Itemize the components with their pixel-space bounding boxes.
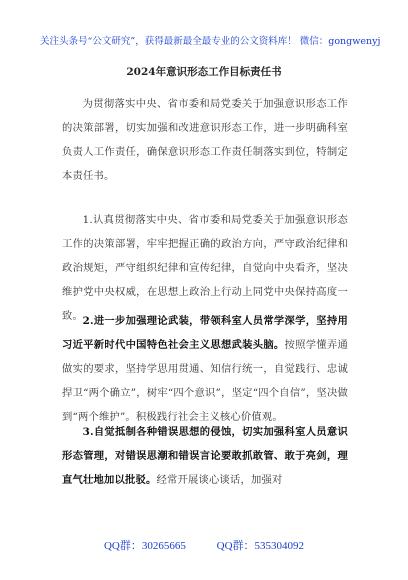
paragraph-text: 为贯彻落实中央、省市委和局党委关于加强意识形态工作的决策部署，切实加强和改进意识形态工作，进一步明确科室负责人工作责任，确保意识形态工作责任制落实到位，特制定本责任书。 [62, 98, 348, 182]
qq-group-2[interactable]: QQ群：535304092 [216, 540, 305, 552]
qq-group-1[interactable]: QQ群：30265665 [103, 540, 186, 552]
paragraph-text: 按照学懂弄通做实的要求，坚持学思用贯通、知信行统一，自觉践行、忠诚捍卫“两个确立”，树牢“四个意识”，坚定“四个自信”，坚决做到“两个维护”。积极践行社会主义核心价值观。 [62, 339, 348, 423]
paragraph-bold-lead: 3.自觉抵制各种错误思想的侵蚀，切实加强科室人员意识形态管理，对错误思潮和错误言论要敢抓敢管、敢于亮剑，理直气壮地加以批驳。 [62, 426, 348, 486]
paragraph-text: 1.认真贯彻落实中央、省市委和局党委关于加强意识形态工作的决策部署，牢牢把握正确的政治方向，严守政治纪律和政治规矩，严守组织纪律和宣传纪律，自觉向中央看齐，坚决维护党中央权威，在思想上政治上行动上同党中央保持高度一致。 [62, 214, 348, 322]
item-3-paragraph [62, 420, 348, 492]
footer-contacts [0, 537, 408, 553]
paragraph-bold-lead: 2.进一步加强理论武装，带领科室人员常学深学，坚持用习近平新时代中国特色社会主义思想武装头脑。 [62, 315, 348, 351]
promo-header-link[interactable]: 关注头条号“公文研究”，获得最新最全最专业的公文资料库！ 微信：gongwenyj [40, 36, 381, 47]
intro-paragraph [62, 92, 348, 188]
paragraph-text: 经常开展谈心谈话，加强对 [156, 474, 283, 486]
document-title: 2024年意识形态工作目标责任书 [126, 66, 282, 78]
item-2-paragraph [62, 309, 348, 429]
